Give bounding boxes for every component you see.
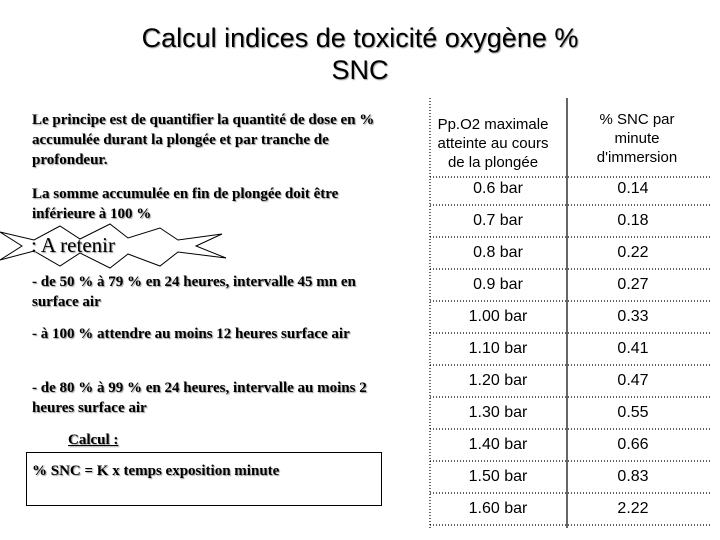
ppo2-cell: 0.7 bar <box>473 212 523 229</box>
snc-cell: 2.22 <box>617 500 649 517</box>
ppo2-cell: 1.60 bar <box>468 500 528 517</box>
snc-cell: 0.66 <box>617 436 649 453</box>
snc-cell: 0.33 <box>617 308 649 325</box>
snc-cell: 0.55 <box>617 404 649 421</box>
snc-cell: 0.41 <box>617 340 649 357</box>
snc-cell: 0.18 <box>617 212 649 229</box>
rule-paragraph-3: - de 80 % à 99 % en 24 heures, intervalle au moins 2 heures surface air <box>32 380 367 416</box>
snc-cell: 0.47 <box>617 372 649 389</box>
ppo2-cell: 1.50 bar <box>468 468 528 485</box>
calcul-label: Calcul : <box>68 432 119 448</box>
ppo2-cell: 0.6 bar <box>473 180 523 197</box>
ppo2-cell: 0.9 bar <box>473 276 523 293</box>
principle-paragraph: Le principe est de quantifier la quantité de dose en % accumulée durant la plongée et par tranche de profondeur. <box>32 112 375 168</box>
formula-text: % SNC = K x temps exposition minute <box>32 463 280 479</box>
header-ppo2 <box>428 115 558 172</box>
ppo2-cell: 1.00 bar <box>468 308 528 325</box>
ppo2-cell: 0.8 bar <box>473 244 523 261</box>
header-ppo2-line3: de la plongée <box>447 154 539 171</box>
slide-title <box>0 22 720 86</box>
rule-paragraph-1: - de 50 % à 79 % en 24 heures, intervalle 45 mn en surface air <box>32 274 356 310</box>
header-snc-line3: d'immersion <box>596 149 678 166</box>
snc-cell: 0.14 <box>617 180 649 197</box>
slide-title-line1: Calcul indices de toxicité oxygène % <box>141 23 579 53</box>
sum-paragraph: La somme accumulée en fin de plongée doit être inférieure à 100 % <box>32 186 339 222</box>
snc-cell: 0.22 <box>617 244 649 261</box>
header-ppo2-line2: atteinte au cours <box>437 135 549 152</box>
slide-title-line2: SNC <box>331 55 389 85</box>
ppo2-cell: 1.20 bar <box>468 372 528 389</box>
header-snc-line1: % SNC par <box>599 111 675 128</box>
header-snc-line2: minute <box>614 130 660 147</box>
rule-paragraph-2: - à 100 % attendre au moins 12 heures surface air <box>32 326 350 342</box>
snc-cell: 0.83 <box>617 468 649 485</box>
header-ppo2-line1: Pp.O2 maximale <box>437 116 549 133</box>
ppo2-cell: 1.40 bar <box>468 436 528 453</box>
ppo2-cell: 1.10 bar <box>468 340 528 357</box>
ppo2-cell: 1.30 bar <box>468 404 528 421</box>
retenir-label: : A retenir <box>31 233 115 257</box>
snc-cell: 0.27 <box>617 276 649 293</box>
header-snc <box>572 110 702 167</box>
